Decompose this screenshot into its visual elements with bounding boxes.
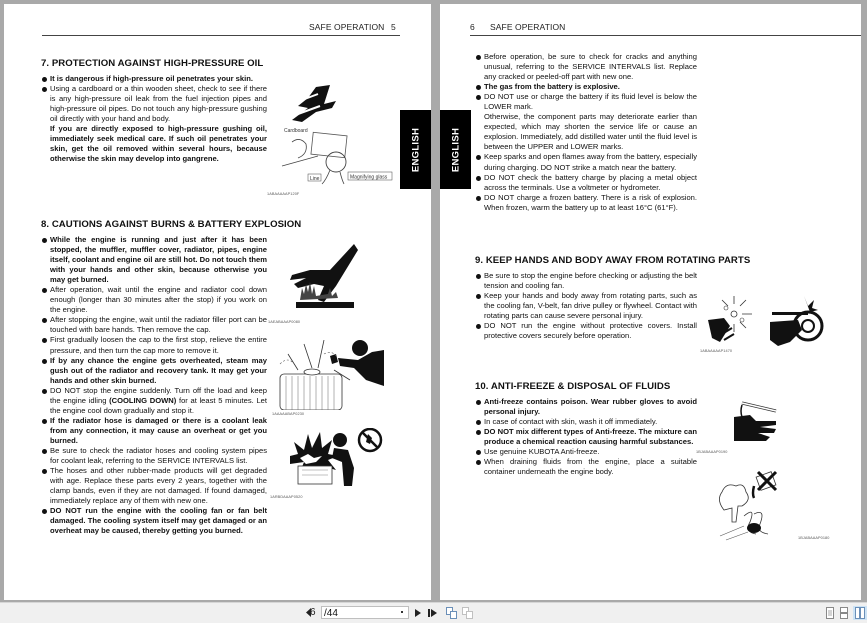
section-title: 8. CAUTIONS AGAINST BURNS & BATTERY EXPLOSION	[41, 219, 302, 230]
fluid-disposal-illustration	[714, 470, 790, 542]
header-rule	[42, 35, 400, 36]
figure-code: 1AEABAAAP0080	[268, 320, 301, 324]
chemical-on-hand-illustration	[732, 401, 782, 443]
list-item: Before operation, be sure to check for cracks and anything unusual, referring to the SERVICE INTERVALS list. Replace any cracked or peeled-off part with new one.	[475, 52, 697, 82]
list-item: While the engine is running and just after it has been stopped, the muffler, muffler cover, radiator, pipes, engine itself, coolant and engine oil are still hot. Do not touch them with your hands and other skin, because otherwise you may get burned.	[41, 235, 267, 285]
svg-text:Line: Line	[310, 176, 320, 182]
language-tab: ENGLISH	[400, 110, 431, 189]
section-9-list	[475, 271, 697, 341]
hot-surface-hand-illustration	[288, 242, 358, 316]
dropdown-indicator-icon[interactable]	[401, 611, 404, 614]
list-item: Using a cardboard or a thin wooden sheet, check to see if there is any high-pressure oil leak from the fuel injection pipes and high-pressure oil pipes. Do not touch any high-pressure gushing oil directly with your hand and body.	[41, 84, 267, 124]
list-item: After operation, wait until the engine and radiator cool down enough (longer than 30 minutes after the stop) if you work on the engine.	[41, 285, 267, 315]
figure-code: 1BJABAAAP0180	[798, 536, 830, 540]
next-page-icon[interactable]	[415, 609, 421, 617]
fig-label-cardboard: Cardboard	[284, 128, 308, 134]
language-tab: ENGLISH	[440, 110, 471, 189]
list-item: Be sure to stop the engine before checking or adjusting the belt tension and cooling fan.	[475, 271, 697, 291]
figure-code: 1ARBDAAAP0520	[270, 495, 303, 499]
battery-list	[475, 52, 697, 213]
svg-text:Magnifying glass: Magnifying glass	[350, 174, 388, 181]
page-number: 6	[470, 22, 475, 32]
list-item: In case of contact with skin, wash it off immediately.	[475, 417, 697, 427]
page-number-input[interactable]: /44	[321, 606, 409, 619]
section-title: 7. PROTECTION AGAINST HIGH-PRESSURE OIL	[41, 58, 264, 69]
list-item: If the radiator hose is damaged or there is a coolant leak from any connection, it may cause an overheat or get you burned.	[41, 416, 267, 446]
page-header-title: SAFE OPERATION	[309, 22, 385, 32]
list-item: The hoses and other rubber-made products will get degraded with age. Replace these parts every 2 years, together with the clamp bands, even if they are not damaged. If found damaged, immediately replace any of them with new one.	[41, 466, 267, 506]
belt-hazard-illustration	[768, 296, 824, 346]
last-page-icon[interactable]	[428, 609, 437, 617]
figure-code: 1ABAAAAAP120F	[267, 192, 300, 196]
list-item: Use genuine KUBOTA Anti-freeze.	[475, 447, 697, 457]
figure-code: 1BJABAAAP0190	[696, 450, 728, 454]
list-item: DO NOT use or charge the battery if its fluid level is below the LOWER mark.	[475, 92, 697, 112]
list-item: Anti-freeze contains poison. Wear rubber gloves to avoid personal injury.	[475, 397, 697, 417]
section-title: 9. KEEP HANDS AND BODY AWAY FROM ROTATING PARTS	[475, 255, 751, 266]
list-item: DO NOT mix different types of Anti-freeze. The mixture can produce a chemical reaction causing harmful substances.	[475, 427, 697, 447]
list-item: DO NOT check the battery charge by placing a metal object across the terminals. Use a voltmeter or hydrometer.	[475, 173, 697, 193]
list-item: Keep your hands and body away from rotating parts, such as the cooling fan, V-belt, fan drive pulley or flywheel. Contact with rotating parts can cause severe personal injury.	[475, 291, 697, 321]
list-item: First gradually loosen the cap to the first stop, relieve the entire pressure, and then turn the cap more to remove it.	[41, 335, 267, 355]
list-item: DO NOT run the engine without protective covers. Install protective covers securely before operation.	[475, 321, 697, 341]
section-7-list	[41, 74, 267, 164]
header-rule	[470, 35, 861, 36]
current-page-number: 6	[310, 607, 316, 618]
list-item: Be sure to check the radiator hoses and cooling system pipes for coolant leak, referring to the SERVICE INTERVALS list.	[41, 446, 267, 466]
section-8-list	[41, 235, 267, 536]
viewer-toolbar	[0, 602, 867, 623]
fan-hazard-illustration	[706, 294, 756, 344]
list-item: DO NOT stop the engine suddenly. Turn off the load and keep the engine idling (COOLING DOWN) for at least 5 minutes. Let the engine cool down gradually and stop it.	[41, 386, 267, 416]
two-page-view-icon[interactable]	[853, 606, 867, 620]
list-item: After stopping the engine, wait until the radiator filler port can be touched with bare hands. Then remove the cap.	[41, 315, 267, 335]
figure-code: 1AAAAABAP0230	[272, 412, 305, 416]
high-pressure-oil-illustration	[272, 84, 396, 188]
list-item: If by any chance the engine gets overheated, steam may gush out of the radiator and recovery tank. It may get your hands and other skin burned.	[41, 356, 267, 386]
figure-code: 1ABAAAAAP1470	[700, 349, 733, 353]
page-header-title: SAFE OPERATION	[490, 22, 566, 32]
list-item: The gas from the battery is explosive.	[475, 82, 697, 92]
list-item: Otherwise, the component parts may deteriorate earlier than expected, which may shorten the service life or cause an explosion. Immediately, add distilled water until the fluid level is between the UPPER and LOWER marks.	[484, 112, 697, 152]
battery-explosion-illustration	[286, 428, 386, 488]
document-page-right	[440, 4, 861, 600]
single-page-view-icon[interactable]	[826, 607, 834, 619]
section-title: 10. ANTI-FREEZE & DISPOSAL OF FLUIDS	[475, 381, 671, 392]
continuous-view-icon[interactable]	[840, 607, 848, 619]
list-item: DO NOT charge a frozen battery. There is a risk of explosion. When frozen, warm the battery up to at least 16°C (61°F).	[475, 193, 697, 213]
list-item: When draining fluids from the engine, place a suitable container underneath the engine body.	[475, 457, 697, 477]
list-item: It is dangerous if high-pressure oil penetrates your skin.	[41, 74, 267, 84]
radiator-steam-illustration	[274, 340, 386, 410]
page-number: 5	[391, 22, 396, 32]
list-item: Keep sparks and open flames away from the battery, especially during charging. DO NOT strike a match near the battery.	[475, 152, 697, 172]
copy-page-icon[interactable]	[446, 607, 457, 619]
list-item: If you are directly exposed to high-pressure gushing oil, immediately seek medical care. If such oil penetrates your skin, get the oil removed within several hours, because otherwise the skin may develop into gangrene.	[50, 124, 267, 164]
section-10-list	[475, 397, 697, 477]
paste-page-icon[interactable]	[462, 607, 473, 619]
document-page-left	[4, 4, 431, 600]
list-item: DO NOT run the engine with the cooling fan or fan belt damaged. The cooling system itself may get damaged or an overheat may be caused, thereby getting you burned.	[41, 506, 267, 536]
